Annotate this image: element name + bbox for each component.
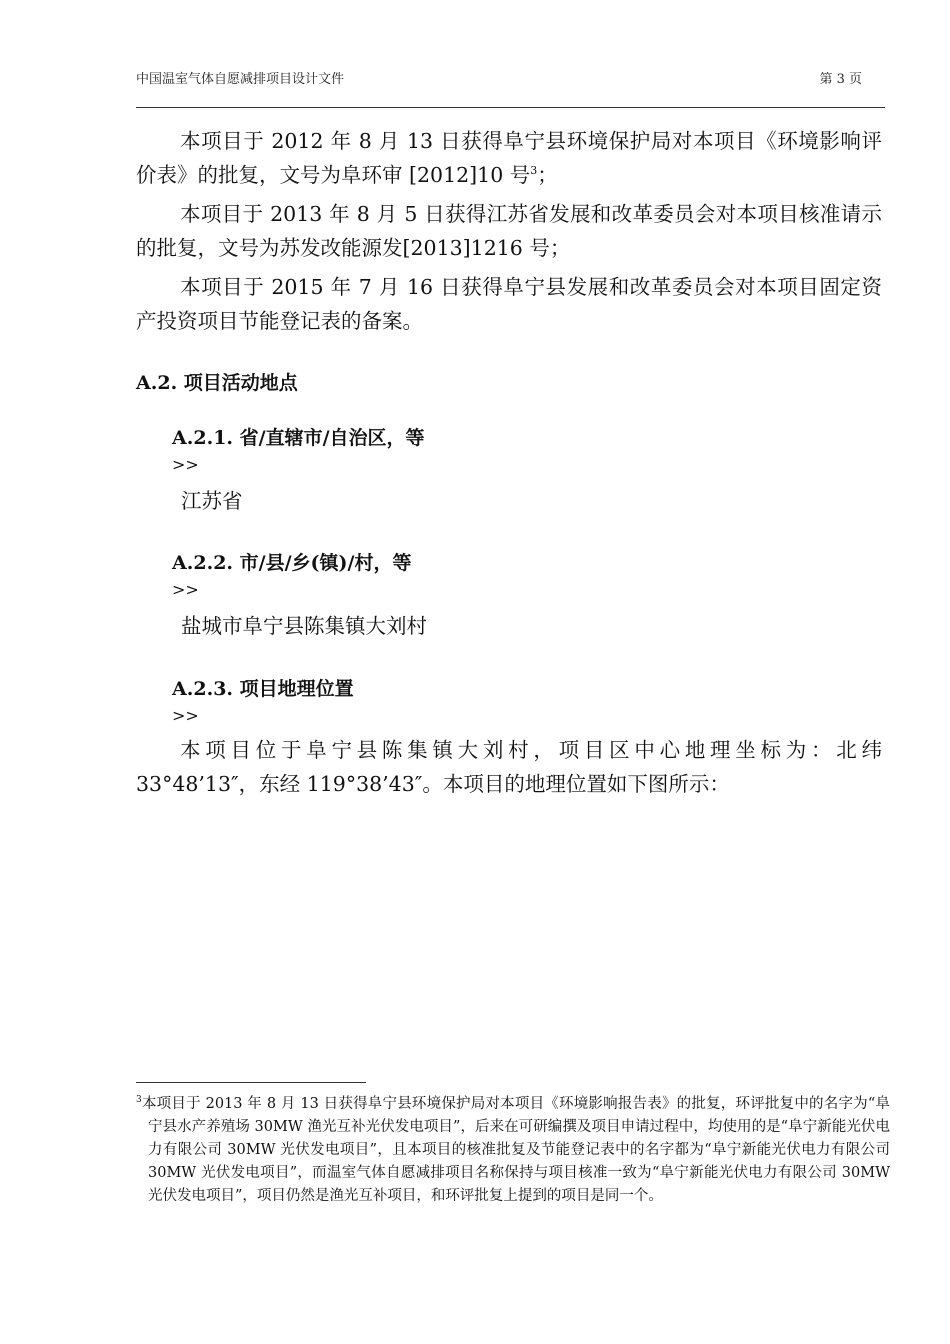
section-heading-a2: A.2. 项目活动地点 [136,372,298,394]
paragraph-geographic-location: 本项目位于阜宁县陈集镇大刘村，项目区中心地理坐标为：北纬 33°48’13″，东经 119°38’43″。本项目的地理位置如下图所示： [136,738,882,796]
paragraph-eia-approval-tail: ； [537,163,558,187]
page-number: 第 3 页 [819,72,862,87]
answer-province: 江苏省 [181,489,243,513]
header-divider [136,107,885,108]
paragraph-eia-approval-text: 本项目于 2012 年 8 月 13 日获得阜宁县环境保护局对本项目《环境影响评价表》的批复，文号为阜环审 [2012]10 号 [136,129,882,187]
paragraph-energy-registration: 本项目于 2015 年 7 月 16 日获得阜宁县发展和改革委员会对本项目固定资产投资项目节能登记表的备案。 [136,275,882,333]
document-title: 中国温室气体自愿减排项目设计文件 [136,72,345,87]
answer-marker: >> [172,580,199,599]
subsection-heading-a2-1: A.2.1. 省/直辖市/自治区，等 [172,427,425,449]
subsection-heading-a2-3: A.2.3. 项目地理位置 [172,678,354,700]
footnote-reference[interactable]: 3 [530,164,538,178]
answer-marker: >> [172,706,199,725]
footnote-text: 本项目于 2013 年 8 月 13 日获得阜宁县环境保护局对本项目《环境影响报告表》的批复，环评批复中的名字为“阜宁县水产养殖场 30MW 渔光互补光伏发电项目”，后来在可研编撰及项目申请过程中，均使用的是“阜宁新能光伏电力有限公司 30MW 光伏发电项目”，且本项目的核准批复及节能登记表中的名字都为“阜宁新能光伏电力有限公司 30MW 光伏发电项目”，而温室气体自愿减排项目名称保持与项目核准一致为“阜宁新能光伏电力有限公司 30MW 光伏发电项目”，项目仍然是渔光互补项目，和环评批复上提到的项目是同一个。 [141,1096,890,1204]
paragraph-eia-approval [136,124,882,192]
answer-marker: >> [172,455,199,474]
footnote-3 [136,1093,890,1208]
footnote-divider [136,1082,366,1083]
answer-city-town-village: 盐城市阜宁县陈集镇大刘村 [181,614,427,638]
footnote-number: 3 [136,1095,142,1106]
paragraph-ndrc-approval: 本项目于 2013 年 8 月 5 日获得江苏省发展和改革委员会对本项目核准请示的批复，文号为苏发改能源发[2013]1216 号； [136,202,882,260]
subsection-heading-a2-2: A.2.2. 市/县/乡(镇)/村，等 [172,552,412,574]
